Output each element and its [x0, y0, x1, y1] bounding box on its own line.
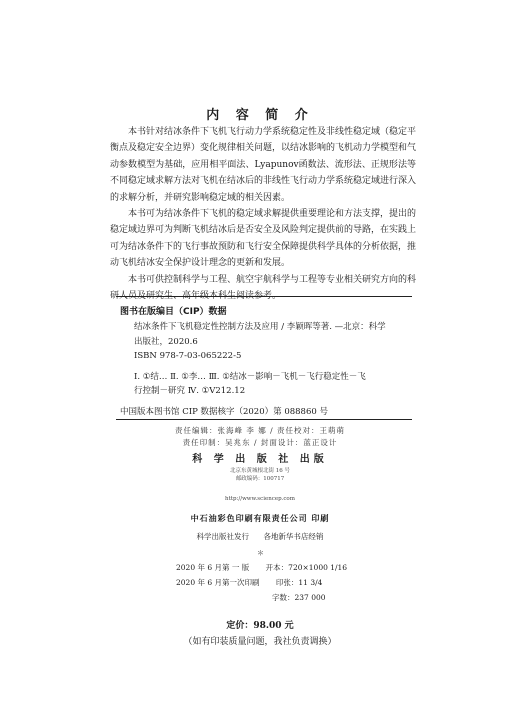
book-format: 开本：720×1000 1/16 [265, 563, 348, 572]
distributor: 各地新华书店经销 [263, 532, 324, 541]
print-date: 2020 年 6 月第一次印刷 [176, 578, 260, 587]
summary-text [110, 124, 416, 304]
publisher-website: http://www.sciencep.com [225, 496, 295, 502]
price: 定价：98.00 元 [226, 621, 294, 631]
summary-paragraph: 本书可为结冰条件下飞机的稳定域求解提供重要理论和方法支撑，提出的稳定域边界可为判断飞机结冰后是否安全及风险判定提供前的导路，在实践上可为结冰条件下的飞行事故预防和飞行安全保障提供科学具体的分析依据，推动飞机结冰安全保护设计理念的更新和发展。 [110, 209, 417, 269]
cip-heading: 图书在版编目（CIP）数据 [120, 307, 227, 317]
cip-isbn: ISBN 978-7-03-065222-5 [134, 351, 242, 361]
distribution-line [0, 531, 520, 542]
publisher-name: 科 学 出 版 社 出版 [192, 454, 328, 465]
cip-record [120, 320, 410, 399]
cip-classification: 行控制－研究 Ⅳ. ①V212.12 [134, 386, 246, 396]
cip-top-divider [116, 296, 412, 297]
publisher-address: 北京东黄城根北街 16 号 [230, 468, 290, 474]
printer-line: 中石油彩色印刷有限责任公司 印刷 [190, 513, 330, 523]
quality-notice: （如有印装质量问题，我社负责调换） [183, 637, 337, 647]
cip-bottom-divider [116, 419, 412, 420]
cip-classification: Ⅰ. ①结… Ⅱ. ①李… Ⅲ. ①结冰－影响－飞机－飞行稳定性－飞 [134, 371, 366, 382]
cip-title-line: 出版社，2020.6 [134, 336, 198, 347]
editors-line: 责任编辑：张海峰 李 娜 / 责任校对：王萌萌 [174, 426, 346, 435]
summary-title: 内 容 简 介 [206, 108, 314, 123]
word-count: 字数：237 000 [272, 593, 326, 602]
edition-info [176, 560, 376, 605]
separator-star: ＊ [257, 549, 264, 557]
summary-paragraph: 本书针对结冰条件下飞机飞行动力学系统稳定性及非线性稳定域（稳定平衡点及稳定安全边界）变化规律相关问题，以结冰影响的飞机动力学模型和气动参数模型为基础，应用相平面法、Lyapunov函数法、流形法、正规形法等不同稳定域求解方法对飞机在结冰后的非线性飞行动力学系统稳定域进行深入的求解分析，并研究影响稳定域的相关因素。 [110, 127, 417, 203]
edition-date: 2020 年 6 月第 一 版 [176, 563, 250, 572]
printing-line: 责任印制：吴兆东 / 封面设计：蓝正设计 [182, 438, 338, 447]
publisher-postcode: 邮政编码：100717 [235, 476, 285, 482]
cip-data-number: 中国版本图书馆 CIP 数据核字（2020）第 088860 号 [120, 407, 328, 417]
print-sheets: 印张：11 3/4 [275, 578, 323, 587]
cip-title-line: 结冰条件下飞机稳定性控制方法及应用 / 李颖晖等著. —北京：科学 [134, 322, 386, 332]
distributor: 科学出版社发行 [196, 532, 250, 541]
summary-paragraph: 本书可供控制科学与工程、航空宇航科学与工程等专业相关研究方向的科研人员及研究生、高年级本科生阅读参考。 [110, 274, 417, 302]
